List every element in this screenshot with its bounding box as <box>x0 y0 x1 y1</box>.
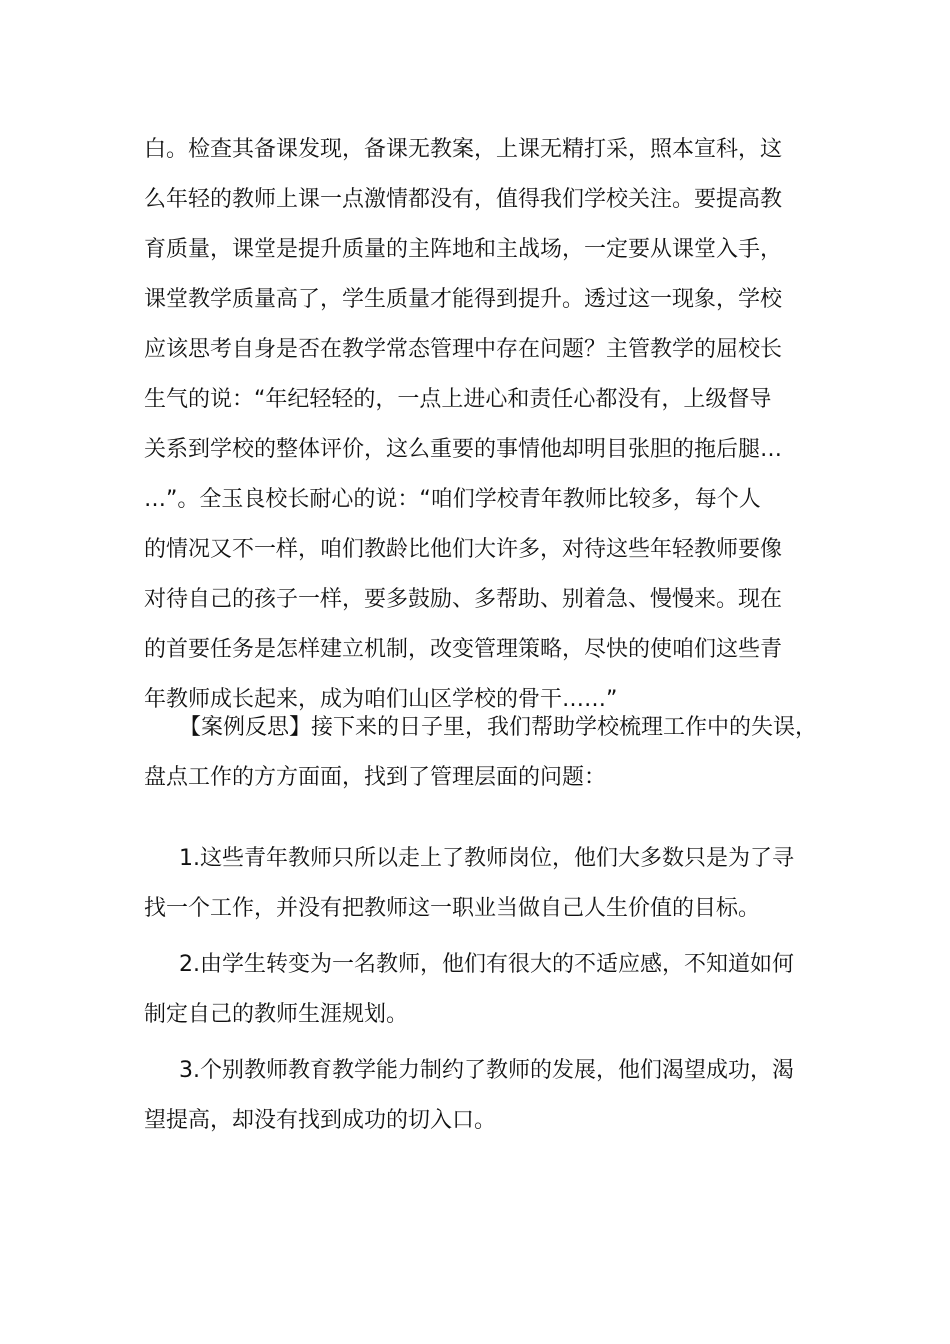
paragraph-line: 的情况又不一样，咱们教龄比他们大许多，对待这些年轻教师要像 <box>144 537 783 562</box>
paragraph-line: 盘点工作的方方面面，找到了管理层面的问题： <box>144 765 607 790</box>
case-narrative-paragraph <box>144 125 824 725</box>
paragraph-line: 【案例反思】接下来的日子里，我们帮助学校梳理工作中的失误， <box>179 715 818 740</box>
paragraph-line: 关系到学校的整体评价，这么重要的事情他却明目张胆的拖后腿… <box>144 437 783 462</box>
list-item <box>144 834 824 934</box>
paragraph-line: 应该思考自身是否在教学常态管理中存在问题？主管教学的屈校长 <box>144 337 783 362</box>
paragraph-line: …”。全玉良校长耐心的说：“咱们学校青年教师比较多，每个人 <box>144 487 761 512</box>
list-item-line: 望提高，却没有找到成功的切入口。 <box>144 1108 497 1133</box>
case-reflection-paragraph <box>144 703 824 803</box>
paragraph-line: 育质量，课堂是提升质量的主阵地和主战场，一定要从课堂入手， <box>144 237 783 262</box>
paragraph-line: 对待自己的孩子一样，要多鼓励、多帮助、别着急、慢慢来。现在 <box>144 587 783 612</box>
list-item-line: 2.由学生转变为一名教师，他们有很大的不适应感，不知道如何 <box>179 952 794 977</box>
list-item-line: 1.这些青年教师只所以走上了教师岗位，他们大多数只是为了寻 <box>179 846 794 871</box>
list-item <box>144 940 824 1040</box>
paragraph-line: 生气的说：“年纪轻轻的，一点上进心和责任心都没有，上级督导 <box>144 387 772 412</box>
paragraph-line: 白。检查其备课发现，备课无教案，上课无精打采，照本宣科，这 <box>144 137 783 162</box>
list-item-line: 找一个工作，并没有把教师这一职业当做自己人生价值的目标。 <box>144 896 761 921</box>
paragraph-line: 课堂教学质量高了，学生质量才能得到提升。透过这一现象，学校 <box>144 287 783 312</box>
list-item-line: 3.个别教师教育教学能力制约了教师的发展，他们渴望成功，渴 <box>179 1058 794 1083</box>
list-item <box>144 1046 824 1146</box>
paragraph-line: 年教师成长起来，成为咱们山区学校的骨干……” <box>144 687 618 712</box>
paragraph-line: 的首要任务是怎样建立机制，改变管理策略，尽快的使咱们这些青 <box>144 637 783 662</box>
paragraph-line: 么年轻的教师上课一点激情都没有，值得我们学校关注。要提高教 <box>144 187 783 212</box>
list-item-line: 制定自己的教师生涯规划。 <box>144 1002 409 1027</box>
